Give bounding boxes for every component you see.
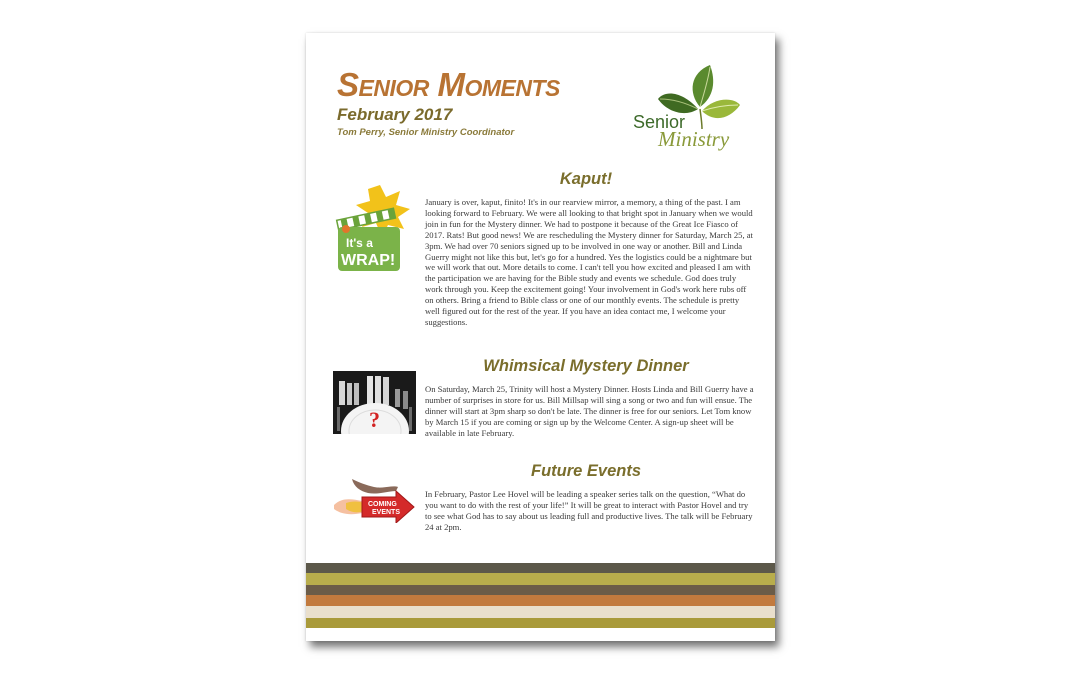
section-heading-kaput: Kaput! xyxy=(559,170,613,188)
mystery-dinner-image xyxy=(333,371,416,434)
coming-text: COMING xyxy=(368,501,397,508)
section-heading-mystery-dinner: Whimsical Mystery Dinner xyxy=(483,357,689,375)
coming-events-arrow-icon xyxy=(332,473,416,523)
wrap-text-line1: It's a xyxy=(346,236,373,250)
its-a-wrap-clapperboard-icon xyxy=(332,183,412,275)
stripe-2 xyxy=(306,573,775,585)
stripe-3 xyxy=(306,585,775,595)
footer-stripes xyxy=(306,563,775,628)
newsletter-title: Senior Moments xyxy=(337,66,560,103)
stripe-1 xyxy=(306,563,775,573)
wrap-text-line2: WRAP! xyxy=(341,252,396,269)
newsletter-byline: Tom Perry, Senior Ministry Coordinator xyxy=(337,127,515,138)
newsletter-date: February 2017 xyxy=(337,105,453,124)
senior-ministry-logo xyxy=(628,63,753,158)
mystery-plate-icon xyxy=(333,371,416,434)
logo-text-ministry: Ministry xyxy=(658,127,730,151)
events-text: EVENTS xyxy=(372,509,401,516)
section-body-kaput: January is over, kaput, finito! It's in our rearview mirror, a memory, a thing of the past. I am looking forward to February. We were all looking to that bright spot in January when we would join in fun for the Mystery dinner. We had to postpone it because of the Great Ice Fiasco of 2017. Rats! But good news! We are rescheduling the Mystery dinner for Saturday, March 25, at 3pm. We had over 70 seniors signed up to be involved in one way or another. Bill and Linda Guerry might not like this but, let's go for a hundred. Yes the logistics could be a nightmare but we will work that out. More details to come. I can't tell you how excited and pleased I am with the participation we are having for the Bible study and events we schedule. God does truly work through you. Keep the excitement going! Your involvement in God's work here rubs off on others. Bring a friend to Bible class or one of our monthly events. The schedule is pretty well figured out for the rest of the year. If you have an idea contact me, I welcome your suggestions. xyxy=(425,197,753,327)
logo-text-senior: Senior xyxy=(633,112,686,132)
coming-events-image xyxy=(332,473,416,523)
question-mark-text: ? xyxy=(369,407,380,432)
section-body-future-events: In February, Pastor Lee Hovel will be leading a speaker series talk on the question, “What do you want to do with the rest of your life!” It will be great to interact with Pastor Hovel and try to see what God has to say about us leading full and productive lives. The talk will be February 24 at 2pm. xyxy=(425,489,753,532)
newsletter-page xyxy=(306,33,775,641)
stripe-4 xyxy=(306,595,775,606)
stripe-5 xyxy=(306,606,775,618)
its-a-wrap-image xyxy=(332,183,412,275)
stripe-6 xyxy=(306,618,775,628)
section-heading-future-events: Future Events xyxy=(530,462,642,480)
section-body-mystery-dinner: On Saturday, March 25, Trinity will host a Mystery Dinner. Hosts Linda and Bill Guerry have a number of surprises in store for us. Bill Millsap will sing a song or two and fun will ensue. The dinner will start at 3pm sharp so don't be late. The dinner is free for our seniors. Let Tom know by March 15 if you are coming or sign up by the Welcome Center. A sign-up sheet will be available in late February. xyxy=(425,384,754,438)
